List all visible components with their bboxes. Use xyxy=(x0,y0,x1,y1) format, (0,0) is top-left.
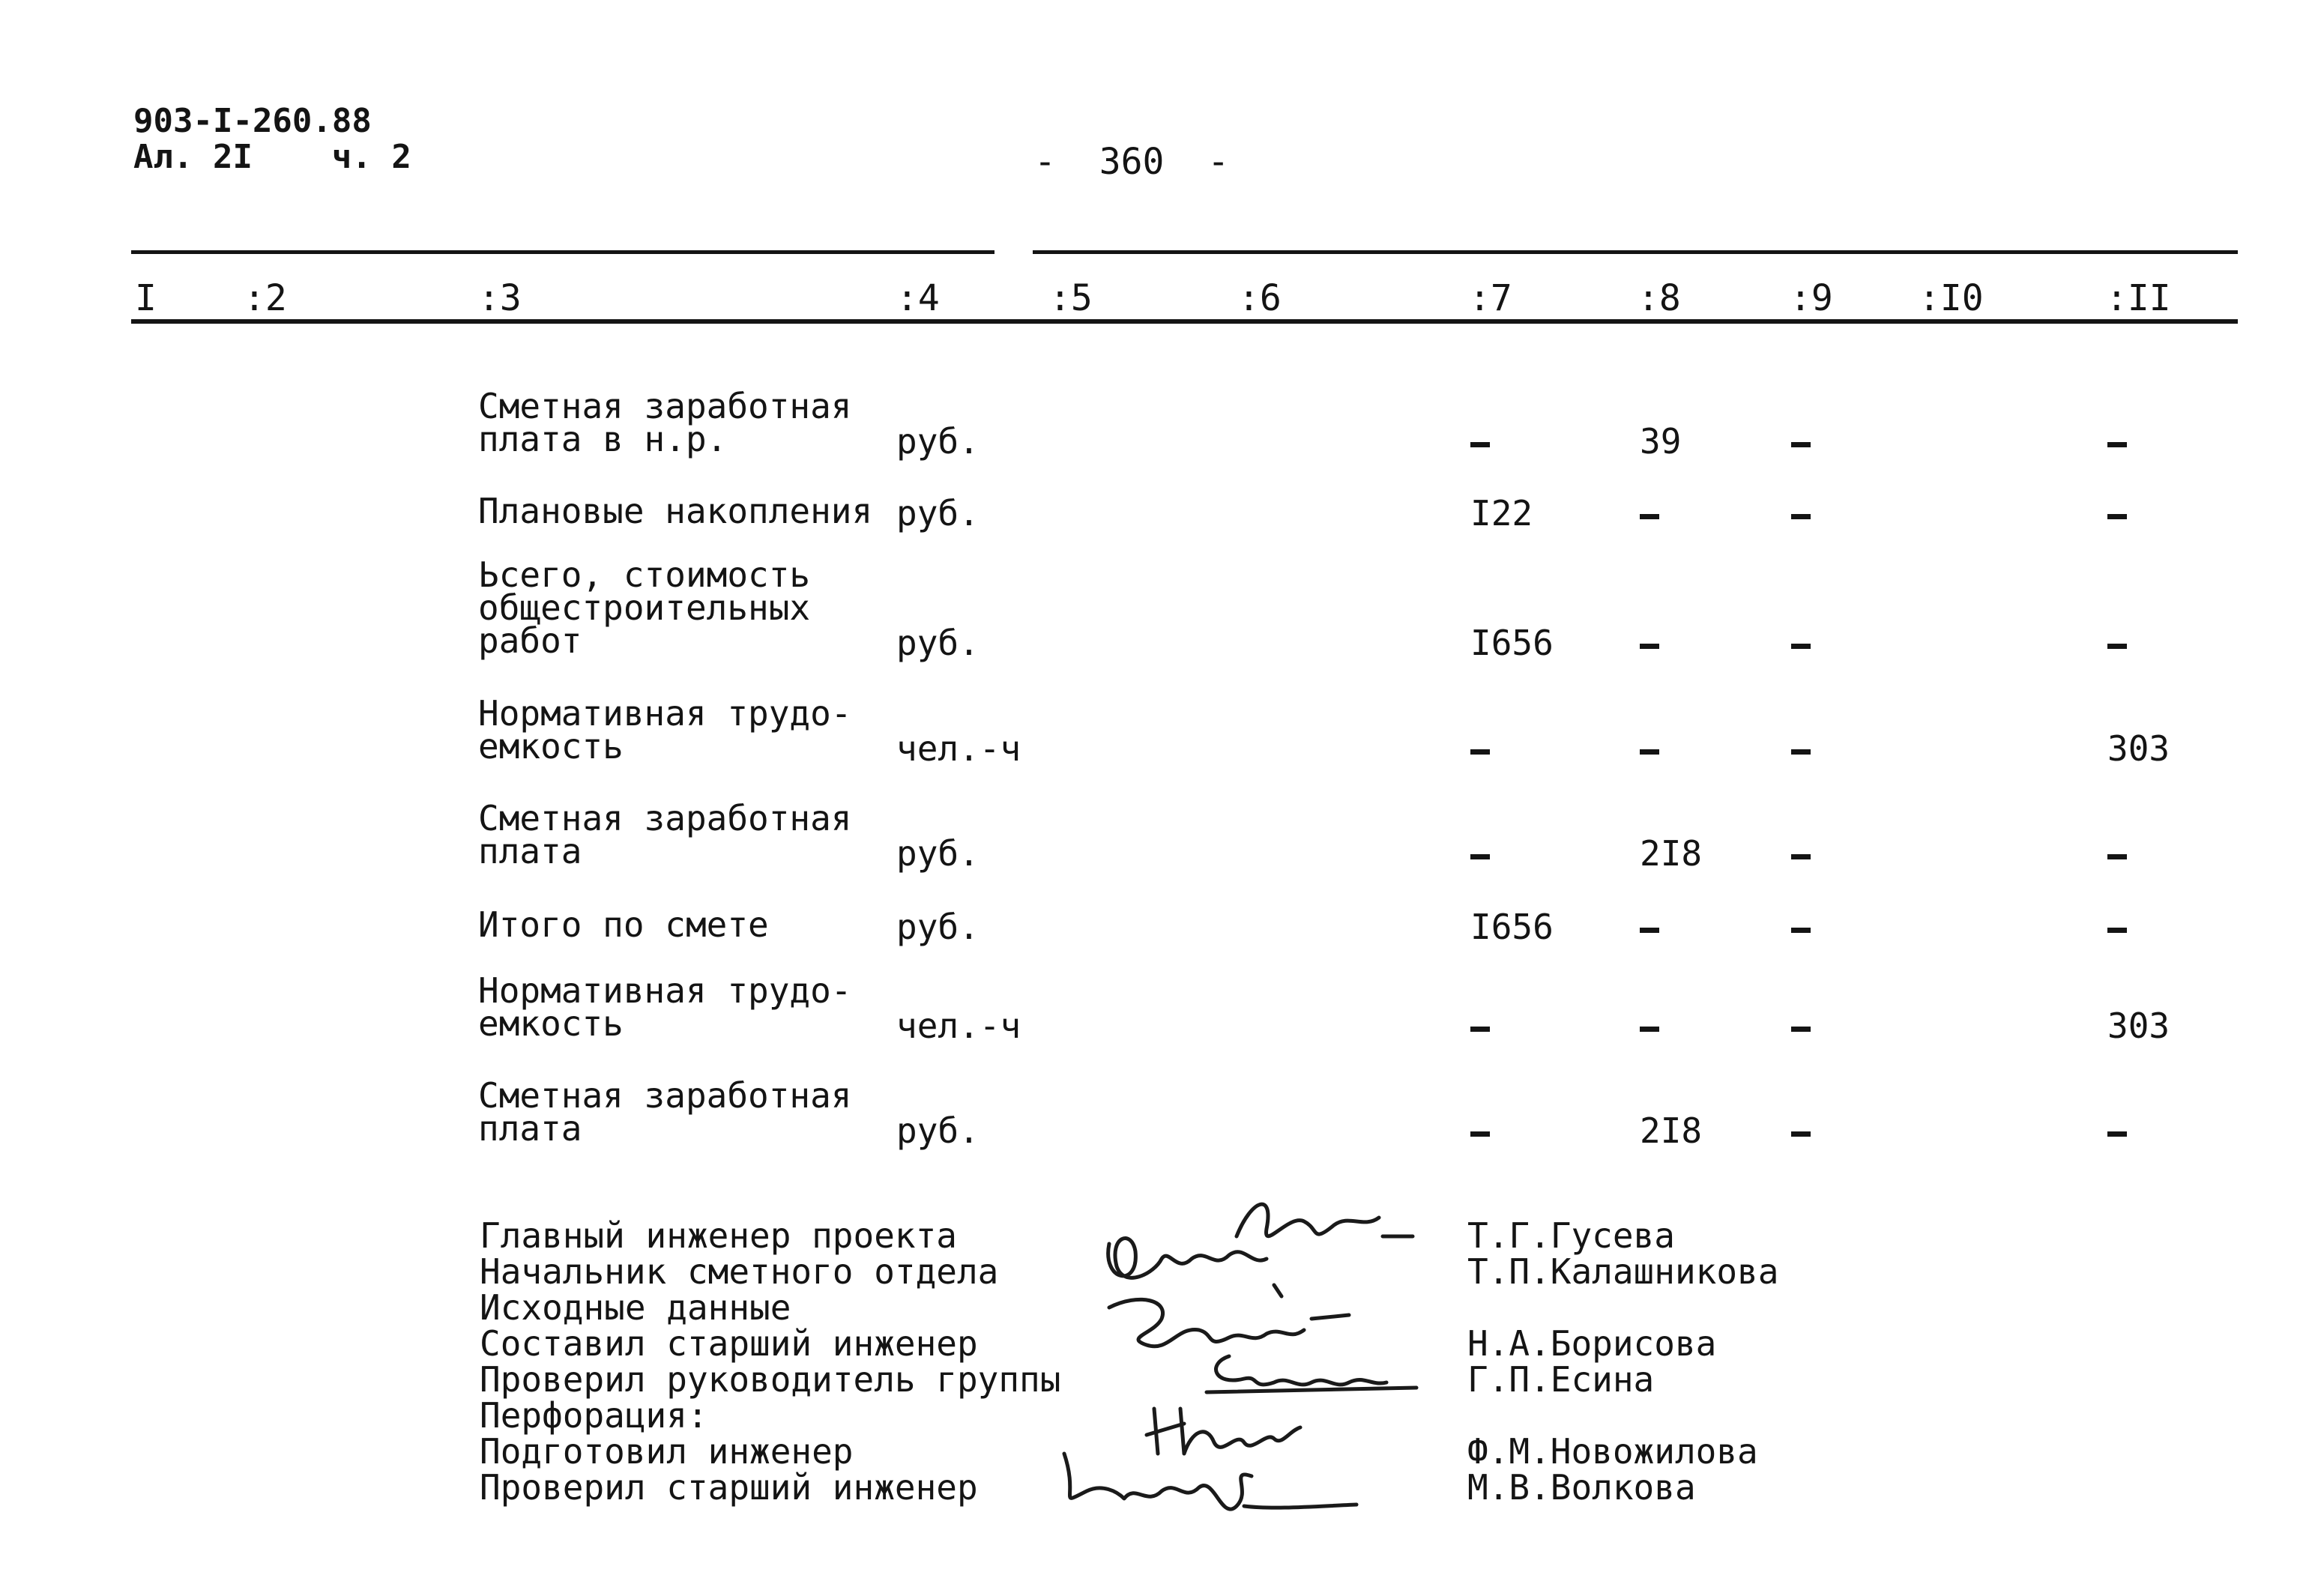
row-3-unit: руб. xyxy=(896,623,980,663)
signature-name-4: Н.А.Борисова xyxy=(1467,1323,1717,1364)
sheet-label xyxy=(133,138,411,176)
row-1-col8: 39 xyxy=(1640,421,1682,462)
row-6-name: Итого по смете xyxy=(478,904,769,945)
signature-role-7: Подготовил инженер xyxy=(480,1431,854,1472)
col-header-5: :5 xyxy=(1049,277,1093,319)
row-5-unit: руб. xyxy=(896,833,980,874)
signature-name-7: Ф.М.Новожилова xyxy=(1467,1431,1758,1472)
signature-role-2: Начальник сметного отдела xyxy=(480,1251,999,1292)
row-2-col7: I22 xyxy=(1470,493,1533,533)
row-2-col8-dash xyxy=(1640,514,1659,519)
row-3-col8-dash xyxy=(1640,644,1659,649)
col-header-7: :7 xyxy=(1469,277,1512,319)
row-5-col9-dash xyxy=(1791,854,1811,859)
row-1-name: Сметная заработная плата в н.р. xyxy=(478,386,852,459)
signature-volkova-handwriting xyxy=(1034,1439,1364,1536)
row-6-unit: руб. xyxy=(896,907,980,947)
signature-role-1: Главный инженер проекта xyxy=(480,1215,957,1256)
row-1-col11-dash xyxy=(2107,442,2127,447)
signature-name-5: Г.П.Есина xyxy=(1467,1359,1655,1400)
col-header-1: I xyxy=(135,277,157,319)
col-header-2: :2 xyxy=(244,277,287,319)
col-header-6: :6 xyxy=(1238,277,1282,319)
row-2-unit: руб. xyxy=(896,493,980,533)
row-7-col11: 303 xyxy=(2107,1006,2170,1046)
col-header-8: :8 xyxy=(1638,277,1681,319)
page-number-value: 360 xyxy=(1099,141,1165,183)
row-8-col11-dash xyxy=(2107,1131,2127,1137)
row-4-col9-dash xyxy=(1791,749,1811,755)
signature-role-3: Исходные данные xyxy=(480,1287,791,1328)
row-3-name: Ьсего, стоимость общестроительных работ xyxy=(478,554,811,661)
row-6-col11-dash xyxy=(2107,928,2127,933)
part-number: ч. 2 xyxy=(331,138,411,176)
row-3-col7: I656 xyxy=(1470,623,1554,663)
row-2-name: Плановые накопления xyxy=(478,491,873,531)
row-4-col11: 303 xyxy=(2107,728,2170,769)
sheet-number: Ал. 2I xyxy=(133,138,253,176)
col-header-10: :I0 xyxy=(1919,277,1984,319)
row-8-name: Сметная заработная плата xyxy=(478,1075,852,1149)
row-6-col7: I656 xyxy=(1470,907,1554,947)
col-header-4: :4 xyxy=(896,277,940,319)
signature-role-4: Составил старший инженер xyxy=(480,1323,978,1364)
col-header-9: :9 xyxy=(1790,277,1833,319)
page-number: - 360 - xyxy=(1034,141,1230,183)
row-2-col9-dash xyxy=(1791,514,1811,519)
row-1-col9-dash xyxy=(1791,442,1811,447)
row-4-unit: чел.-ч xyxy=(896,728,1021,769)
row-5-name: Сметная заработная плата xyxy=(478,798,852,871)
signature-name-2: Т.П.Калашникова xyxy=(1467,1251,1779,1292)
row-3-col11-dash xyxy=(2107,644,2127,649)
document-code: 903-I-260.88 xyxy=(133,102,372,140)
signature-role-6: Перфорация: xyxy=(480,1395,708,1436)
row-8-col8: 2I8 xyxy=(1640,1110,1703,1151)
row-3-col9-dash xyxy=(1791,644,1811,649)
signature-role-5: Проверил руководитель группы xyxy=(480,1359,1061,1400)
signature-esina-handwriting xyxy=(1199,1341,1424,1401)
signature-name-8: М.В.Волкова xyxy=(1467,1467,1696,1508)
signature-name-1: Т.Г.Гусева xyxy=(1467,1215,1675,1256)
row-4-name: Нормативная трудо- емкость xyxy=(478,693,852,767)
table-header-rule xyxy=(131,319,2238,324)
col-header-3: :3 xyxy=(478,277,522,319)
row-4-col7-dash xyxy=(1470,749,1490,755)
row-1-col7-dash xyxy=(1470,442,1490,447)
row-7-name: Нормативная трудо- емкость xyxy=(478,970,852,1044)
row-8-unit: руб. xyxy=(896,1110,980,1151)
row-8-col9-dash xyxy=(1791,1131,1811,1137)
row-4-col8-dash xyxy=(1640,749,1659,755)
row-1-unit: руб. xyxy=(896,421,980,462)
row-2-col11-dash xyxy=(2107,514,2127,519)
row-7-unit: чел.-ч xyxy=(896,1006,1021,1046)
row-5-col8: 2I8 xyxy=(1640,833,1703,874)
row-5-col7-dash xyxy=(1470,854,1490,859)
table-top-rule-left xyxy=(131,250,994,254)
row-7-col7-dash xyxy=(1470,1027,1490,1032)
row-5-col11-dash xyxy=(2107,854,2127,859)
col-header-11: :II xyxy=(2106,277,2171,319)
signature-role-8: Проверил старший инженер xyxy=(480,1467,978,1508)
row-6-col8-dash xyxy=(1640,928,1659,933)
row-6-col9-dash xyxy=(1791,928,1811,933)
row-7-col9-dash xyxy=(1791,1027,1811,1032)
row-7-col8-dash xyxy=(1640,1027,1659,1032)
table-top-rule-right xyxy=(1033,250,2238,254)
row-8-col7-dash xyxy=(1470,1131,1490,1137)
